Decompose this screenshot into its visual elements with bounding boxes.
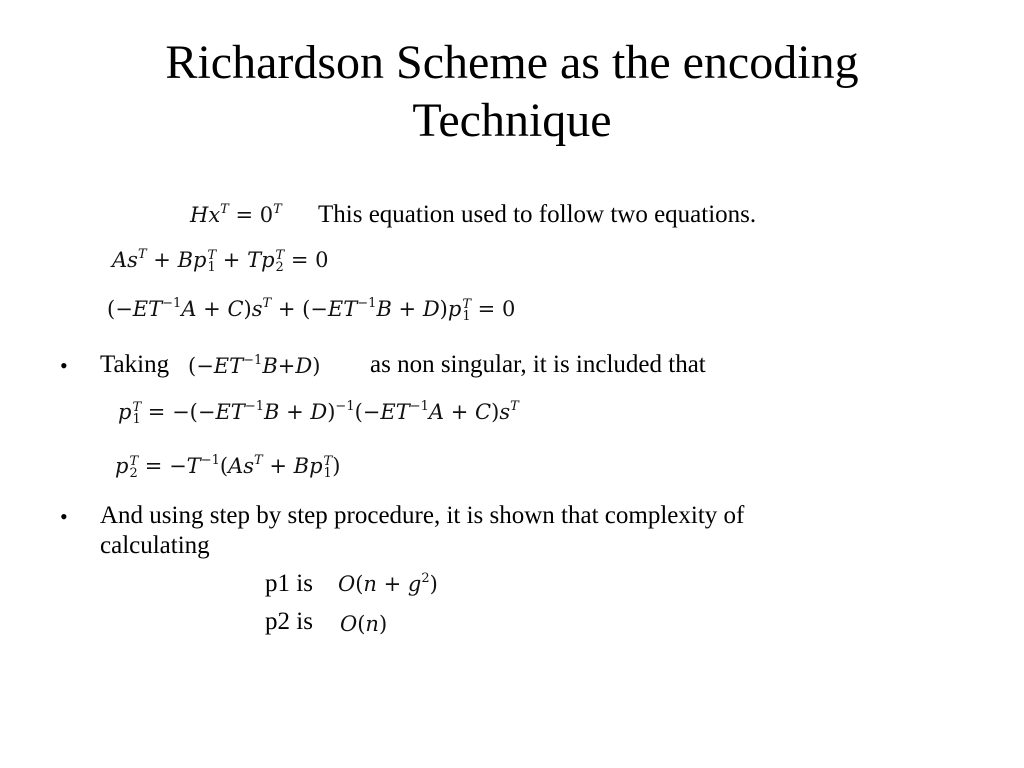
intro-text: This equation used to follow two equations. [318, 201, 757, 228]
bullet-2-line-2: calculating [100, 532, 210, 559]
p1-complexity-label: p1 is [265, 570, 313, 597]
slide-title-line-1: Richardson Scheme as the encoding [165, 36, 859, 89]
equation-hxt: $Hx^T = 0^T$ [190, 202, 282, 227]
bullet-1-tail: as non singular, it is included that [370, 351, 706, 378]
equation-p1: p T 1 = $-(-ET^{-1}B + D)^{-1}(-ET^{-1}A + C)s^T$ [118, 399, 519, 427]
equation-o2: O(n) [340, 612, 388, 636]
equation-inline: $(-ET^{-1}B+D)$ [188, 353, 321, 378]
p2-complexity-label: p2 is [265, 608, 313, 635]
slide-title-line-2: Technique [412, 94, 612, 147]
slide-title [0, 34, 1024, 150]
bullet-2-line-1: And using step by step procedure, it is shown that complexity of [100, 502, 745, 529]
equation-o1: $O(n + g^2)$ [338, 571, 438, 596]
equation-p2: p T 2 = $-T^{-1}(As^T + Bp$ T 1 ) [115, 453, 341, 481]
bullet-1-lead: Taking [100, 351, 170, 378]
equation-a: $As^T + Bp$ T 1 + Tp T 2 = 0 [112, 247, 329, 275]
bullet-2-marker: • [60, 504, 68, 529]
bullet-1-marker: • [60, 353, 68, 378]
equation-b: $(-ET^{-1}A + C)s^T + (-ET^{-1}B + D)p$ T 1 = 0 [107, 296, 516, 324]
